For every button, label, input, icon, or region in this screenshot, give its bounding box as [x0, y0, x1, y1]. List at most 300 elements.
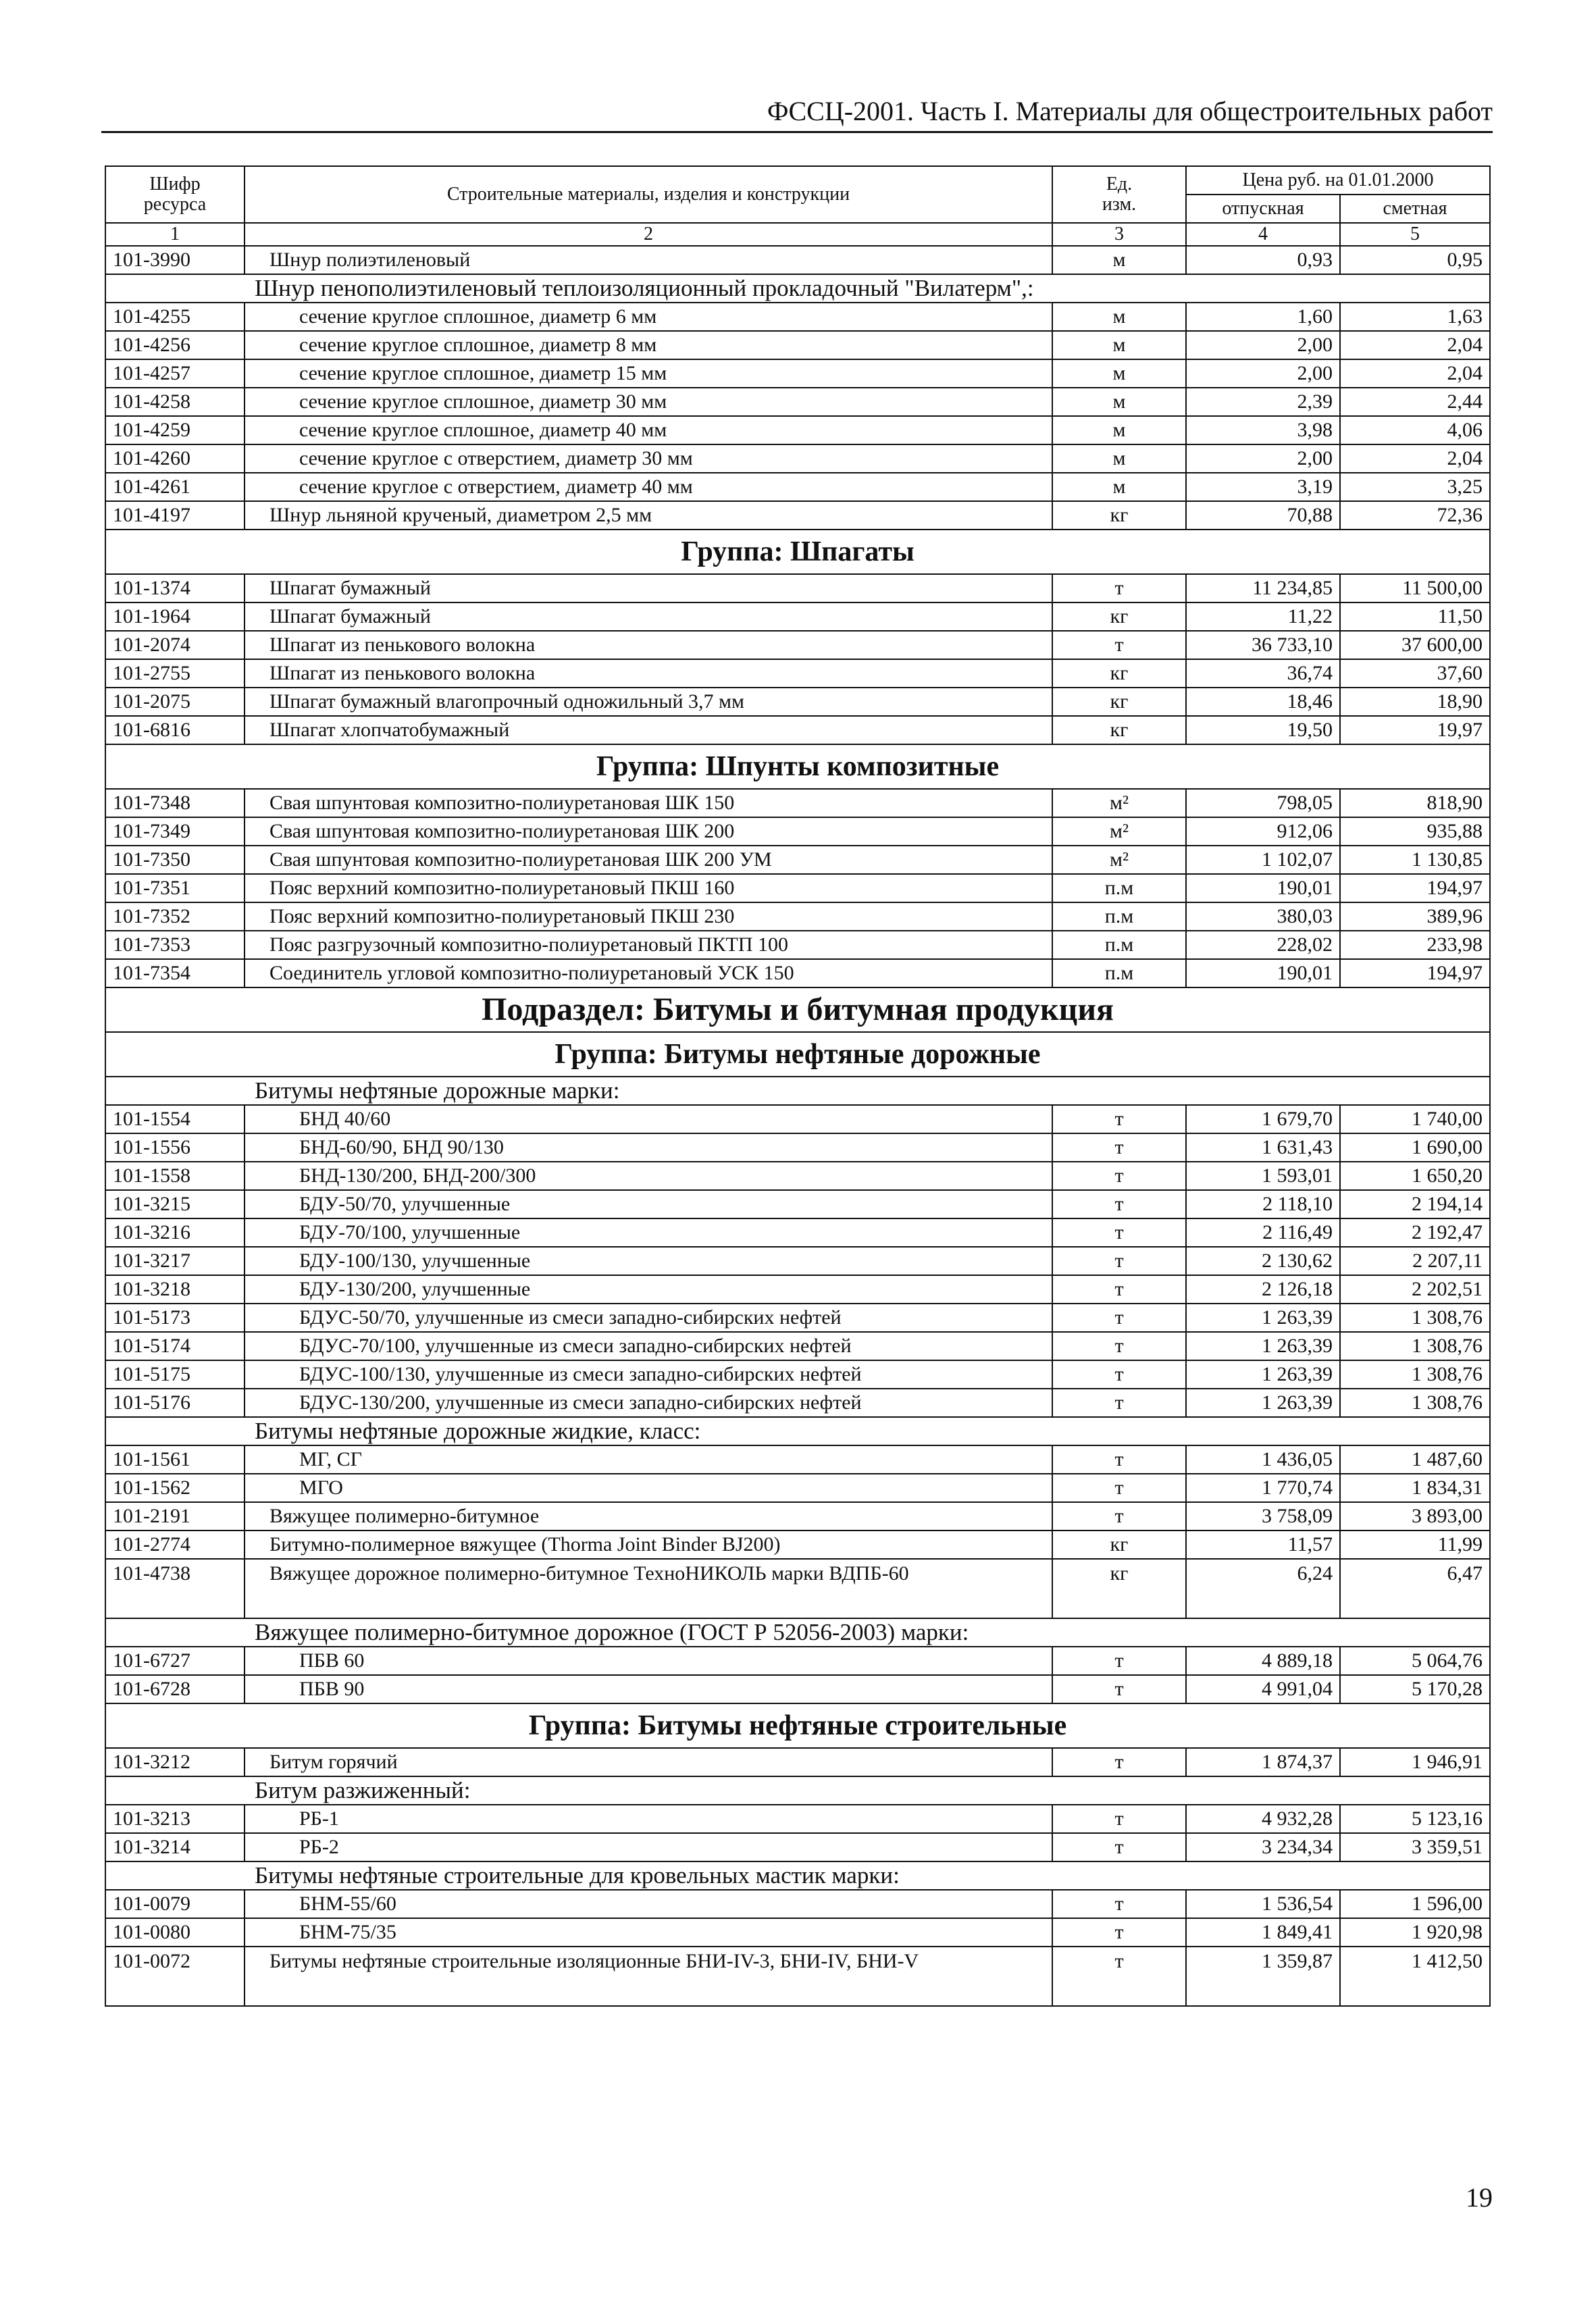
group-heading-row: [105, 530, 1490, 574]
unit-cell: т: [1052, 1275, 1186, 1304]
material-name: БНД-130/200, БНД-200/300: [244, 1162, 1052, 1190]
group-heading-row: [105, 744, 1490, 789]
resource-code: 101-1556: [105, 1133, 244, 1162]
resource-code: 101-4257: [105, 359, 244, 388]
section-heading-row: [105, 987, 1490, 1032]
unit-cell: кг: [1052, 716, 1186, 744]
material-name: сечение круглое сплошное, диаметр 15 мм: [244, 359, 1052, 388]
table-row: [105, 1502, 1490, 1531]
unit-cell: т: [1052, 574, 1186, 602]
resource-code: 101-7352: [105, 902, 244, 931]
table-row: [105, 1890, 1490, 1918]
table-row: [105, 631, 1490, 659]
unit-cell: кг: [1052, 501, 1186, 530]
table-row: [105, 1647, 1490, 1675]
release-price: 3,19: [1186, 473, 1340, 501]
unit-cell: м: [1052, 331, 1186, 359]
material-name: Шнур льняной крученый, диаметром 2,5 мм: [244, 501, 1052, 530]
unit-cell: кг: [1052, 1531, 1186, 1559]
subgroup-caption: Битумы нефтяные дорожные марки:: [105, 1077, 1490, 1105]
unit-cell: т: [1052, 1748, 1186, 1776]
estimate-price: 3 893,00: [1340, 1502, 1490, 1531]
table-row: [105, 574, 1490, 602]
table-row: [105, 1105, 1490, 1133]
table-row: [105, 846, 1490, 874]
estimate-price: 37,60: [1340, 659, 1490, 688]
unit-cell: м: [1052, 444, 1186, 473]
material-name: РБ-1: [244, 1805, 1052, 1833]
unit-cell: т: [1052, 631, 1186, 659]
material-name: ПБВ 90: [244, 1675, 1052, 1703]
release-price: 6,24: [1186, 1559, 1340, 1618]
subgroup-caption-row: [105, 1776, 1490, 1805]
resource-code: 101-4197: [105, 501, 244, 530]
table-row: [105, 659, 1490, 688]
group-heading-row: [105, 1032, 1490, 1077]
unit-cell: т: [1052, 1647, 1186, 1675]
unit-cell: т: [1052, 1332, 1186, 1360]
unit-cell: т: [1052, 1918, 1186, 1947]
release-price: 1 359,87: [1186, 1947, 1340, 2006]
material-name: РБ-2: [244, 1833, 1052, 1861]
unit-cell: т: [1052, 1445, 1186, 1474]
material-name: Шпагат из пенькового волокна: [244, 631, 1052, 659]
material-name: Шпагат из пенькового волокна: [244, 659, 1052, 688]
resource-code: 101-1964: [105, 602, 244, 631]
resource-code: 101-0072: [105, 1947, 244, 2006]
header-code: [105, 166, 244, 223]
unit-cell: т: [1052, 1502, 1186, 1531]
table-row: [105, 1748, 1490, 1776]
resource-code: 101-1554: [105, 1105, 244, 1133]
unit-cell: м: [1052, 359, 1186, 388]
table-row: [105, 416, 1490, 444]
release-price: 11,57: [1186, 1531, 1340, 1559]
unit-cell: кг: [1052, 688, 1186, 716]
release-price: 19,50: [1186, 716, 1340, 744]
table-row: [105, 959, 1490, 987]
material-name: сечение круглое сплошное, диаметр 30 мм: [244, 388, 1052, 416]
resource-code: 101-5175: [105, 1360, 244, 1389]
unit-cell: кг: [1052, 1559, 1186, 1618]
table-row: [105, 473, 1490, 501]
material-name: БДУС-50/70, улучшенные из смеси западно-сибирских нефтей: [244, 1304, 1052, 1332]
table-row: [105, 1247, 1490, 1275]
release-price: 3 758,09: [1186, 1502, 1340, 1531]
material-name: БНМ-75/35: [244, 1918, 1052, 1947]
material-name: сечение круглое сплошное, диаметр 40 мм: [244, 416, 1052, 444]
unit-cell: т: [1052, 1133, 1186, 1162]
material-name: Пояс верхний композитно-полиуретановый ПКШ 160: [244, 874, 1052, 902]
resource-code: 101-2191: [105, 1502, 244, 1531]
estimate-price: 2 194,14: [1340, 1190, 1490, 1218]
unit-cell: т: [1052, 1389, 1186, 1417]
material-name: Вяжущее дорожное полимерно-битумное ТехноНИКОЛЬ марки ВДПБ-60: [244, 1559, 1052, 1618]
release-price: 4 932,28: [1186, 1805, 1340, 1833]
resource-code: 101-3216: [105, 1218, 244, 1247]
group-heading-row: [105, 1703, 1490, 1748]
material-name: ПБВ 60: [244, 1647, 1052, 1675]
material-name: Свая шпунтовая композитно-полиуретановая ШК 200: [244, 817, 1052, 846]
unit-cell: м: [1052, 416, 1186, 444]
column-number: 5: [1340, 223, 1490, 246]
resource-code: 101-7351: [105, 874, 244, 902]
release-price: 1 263,39: [1186, 1332, 1340, 1360]
table-body: [105, 246, 1490, 2006]
release-price: 2 130,62: [1186, 1247, 1340, 1275]
table-row: [105, 1332, 1490, 1360]
subgroup-caption: Битум разжиженный:: [105, 1776, 1490, 1805]
estimate-price: 194,97: [1340, 959, 1490, 987]
release-price: 36 733,10: [1186, 631, 1340, 659]
estimate-price: 1 487,60: [1340, 1445, 1490, 1474]
running-header-text: ФССЦ-2001. Часть I. Материалы для общестроительных работ: [767, 96, 1493, 126]
estimate-price: 1 690,00: [1340, 1133, 1490, 1162]
release-price: 4 991,04: [1186, 1675, 1340, 1703]
release-price: 1 679,70: [1186, 1105, 1340, 1133]
estimate-price: 2,04: [1340, 444, 1490, 473]
unit-cell: п.м: [1052, 931, 1186, 959]
material-name: БДУ-70/100, улучшенные: [244, 1218, 1052, 1247]
material-name: Свая шпунтовая композитно-полиуретановая ШК 150: [244, 789, 1052, 817]
estimate-price: 2,04: [1340, 359, 1490, 388]
table-row: [105, 331, 1490, 359]
material-name: Соединитель угловой композитно-полиуретановый УСК 150: [244, 959, 1052, 987]
resource-code: 101-5176: [105, 1389, 244, 1417]
table-row: [105, 931, 1490, 959]
header-unit-line1: Ед.: [1106, 174, 1133, 195]
release-price: 190,01: [1186, 874, 1340, 902]
resource-code: 101-6816: [105, 716, 244, 744]
resource-code: 101-4738: [105, 1559, 244, 1618]
subgroup-caption: Вяжущее полимерно-битумное дорожное (ГОСТ Р 52056-2003) марки:: [105, 1618, 1490, 1647]
estimate-price: 18,90: [1340, 688, 1490, 716]
material-name: Пояс верхний композитно-полиуретановый ПКШ 230: [244, 902, 1052, 931]
material-name: МГ, СГ: [244, 1445, 1052, 1474]
table-row: [105, 359, 1490, 388]
header-code-line2: ресурса: [143, 194, 207, 215]
estimate-price: 1 920,98: [1340, 1918, 1490, 1947]
estimate-price: 11 500,00: [1340, 574, 1490, 602]
table-row: [105, 688, 1490, 716]
material-name: БДУ-130/200, улучшенные: [244, 1275, 1052, 1304]
estimate-price: 1 946,91: [1340, 1748, 1490, 1776]
table-row: [105, 602, 1490, 631]
estimate-price: 1 834,31: [1340, 1474, 1490, 1502]
column-number: 2: [244, 223, 1052, 246]
section-heading: Подраздел: Битумы и битумная продукция: [105, 987, 1490, 1032]
material-name: БНМ-55/60: [244, 1890, 1052, 1918]
table-row: [105, 1805, 1490, 1833]
release-price: 4 889,18: [1186, 1647, 1340, 1675]
resource-code: 101-0079: [105, 1890, 244, 1918]
resource-code: 101-3990: [105, 246, 244, 274]
resource-code: 101-0080: [105, 1918, 244, 1947]
release-price: 1 874,37: [1186, 1748, 1340, 1776]
estimate-price: 2 202,51: [1340, 1275, 1490, 1304]
resource-code: 101-1558: [105, 1162, 244, 1190]
header-price: Цена руб. на 01.01.2000: [1186, 166, 1490, 195]
material-name: сечение круглое с отверстием, диаметр 40 мм: [244, 473, 1052, 501]
release-price: 2 118,10: [1186, 1190, 1340, 1218]
resource-code: 101-5174: [105, 1332, 244, 1360]
estimate-price: 5 064,76: [1340, 1647, 1490, 1675]
resource-code: 101-4256: [105, 331, 244, 359]
resource-code: 101-2755: [105, 659, 244, 688]
release-price: 11 234,85: [1186, 574, 1340, 602]
unit-cell: т: [1052, 1675, 1186, 1703]
material-name: Вяжущее полимерно-битумное: [244, 1502, 1052, 1531]
estimate-price: 72,36: [1340, 501, 1490, 530]
release-price: 1 536,54: [1186, 1890, 1340, 1918]
material-name: сечение круглое сплошное, диаметр 6 мм: [244, 303, 1052, 331]
estimate-price: 1 412,50: [1340, 1947, 1490, 2006]
release-price: 1 770,74: [1186, 1474, 1340, 1502]
estimate-price: 5 123,16: [1340, 1805, 1490, 1833]
table-row: [105, 1304, 1490, 1332]
estimate-price: 3,25: [1340, 473, 1490, 501]
release-price: 190,01: [1186, 959, 1340, 987]
material-name: БДУ-100/130, улучшенные: [244, 1247, 1052, 1275]
estimate-price: 1 308,76: [1340, 1389, 1490, 1417]
resource-code: 101-4261: [105, 473, 244, 501]
release-price: 2,00: [1186, 359, 1340, 388]
estimate-price: 2 192,47: [1340, 1218, 1490, 1247]
unit-cell: м²: [1052, 789, 1186, 817]
release-price: 2 126,18: [1186, 1275, 1340, 1304]
material-name: БДУС-130/200, улучшенные из смеси западно-сибирских нефтей: [244, 1389, 1052, 1417]
release-price: 380,03: [1186, 902, 1340, 931]
release-price: 70,88: [1186, 501, 1340, 530]
resource-code: 101-1562: [105, 1474, 244, 1502]
unit-cell: т: [1052, 1218, 1186, 1247]
header-unit-line2: изм.: [1102, 194, 1137, 215]
estimate-price: 19,97: [1340, 716, 1490, 744]
resource-code: 101-4260: [105, 444, 244, 473]
estimate-price: 37 600,00: [1340, 631, 1490, 659]
header-release: отпускная: [1186, 195, 1340, 223]
unit-cell: м²: [1052, 846, 1186, 874]
resource-code: 101-2774: [105, 1531, 244, 1559]
release-price: 1 849,41: [1186, 1918, 1340, 1947]
release-price: 2,00: [1186, 444, 1340, 473]
estimate-price: 1 650,20: [1340, 1162, 1490, 1190]
subgroup-caption-row: [105, 1618, 1490, 1647]
resource-code: 101-6728: [105, 1675, 244, 1703]
table-row: [105, 246, 1490, 274]
unit-cell: п.м: [1052, 902, 1186, 931]
estimate-price: 11,99: [1340, 1531, 1490, 1559]
material-name: Шпагат хлопчатобумажный: [244, 716, 1052, 744]
table-row: [105, 1947, 1490, 2006]
resource-code: 101-3217: [105, 1247, 244, 1275]
table-row: [105, 1162, 1490, 1190]
table-row: [105, 716, 1490, 744]
release-price: 18,46: [1186, 688, 1340, 716]
unit-cell: кг: [1052, 659, 1186, 688]
material-name: Шпагат бумажный влагопрочный одножильный 3,7 мм: [244, 688, 1052, 716]
subgroup-caption-row: [105, 1077, 1490, 1105]
estimate-price: 11,50: [1340, 602, 1490, 631]
estimate-price: 3 359,51: [1340, 1833, 1490, 1861]
material-name: Пояс разгрузочный композитно-полиуретановый ПКТП 100: [244, 931, 1052, 959]
unit-cell: т: [1052, 1833, 1186, 1861]
unit-cell: п.м: [1052, 874, 1186, 902]
release-price: 3,98: [1186, 416, 1340, 444]
release-price: 1 102,07: [1186, 846, 1340, 874]
estimate-price: 1 308,76: [1340, 1304, 1490, 1332]
material-name: БДУ-50/70, улучшенные: [244, 1190, 1052, 1218]
header-code-line1: Шифр: [149, 174, 201, 195]
material-name: Битумы нефтяные строительные изоляционные БНИ-IV-3, БНИ-IV, БНИ-V: [244, 1947, 1052, 2006]
subgroup-caption-row: [105, 1417, 1490, 1445]
resource-code: 101-3213: [105, 1805, 244, 1833]
subgroup-caption: Шнур пенополиэтиленовый теплоизоляционный прокладочный "Вилатерм",:: [105, 274, 1490, 303]
unit-cell: т: [1052, 1474, 1186, 1502]
resource-code: 101-5173: [105, 1304, 244, 1332]
estimate-price: 2 207,11: [1340, 1247, 1490, 1275]
unit-cell: кг: [1052, 602, 1186, 631]
table-header: [105, 166, 1490, 246]
header-unit: [1052, 166, 1186, 223]
table-row: [105, 1559, 1490, 1618]
estimate-price: 194,97: [1340, 874, 1490, 902]
table-row: [105, 1474, 1490, 1502]
release-price: 11,22: [1186, 602, 1340, 631]
material-name: БНД 40/60: [244, 1105, 1052, 1133]
table-row: [105, 1445, 1490, 1474]
table-row: [105, 1218, 1490, 1247]
release-price: 228,02: [1186, 931, 1340, 959]
subgroup-caption: Битумы нефтяные строительные для кровельных мастик марки:: [105, 1861, 1490, 1890]
unit-cell: т: [1052, 1890, 1186, 1918]
table-row: [105, 501, 1490, 530]
resource-code: 101-2075: [105, 688, 244, 716]
material-name: БДУС-100/130, улучшенные из смеси западно-сибирских нефтей: [244, 1360, 1052, 1389]
resource-code: 101-7350: [105, 846, 244, 874]
estimate-price: 1,63: [1340, 303, 1490, 331]
unit-cell: т: [1052, 1105, 1186, 1133]
table-row: [105, 1133, 1490, 1162]
release-price: 3 234,34: [1186, 1833, 1340, 1861]
material-name: Шпагат бумажный: [244, 602, 1052, 631]
estimate-price: 1 596,00: [1340, 1890, 1490, 1918]
material-name: сечение круглое с отверстием, диаметр 30 мм: [244, 444, 1052, 473]
estimate-price: 935,88: [1340, 817, 1490, 846]
estimate-price: 1 740,00: [1340, 1105, 1490, 1133]
release-price: 1 263,39: [1186, 1304, 1340, 1332]
group-heading: Группа: Шпунты композитные: [105, 744, 1490, 789]
unit-cell: м: [1052, 473, 1186, 501]
column-number: 1: [105, 223, 244, 246]
resource-code: 101-4259: [105, 416, 244, 444]
release-price: 1 631,43: [1186, 1133, 1340, 1162]
estimate-price: 1 308,76: [1340, 1360, 1490, 1389]
resource-code: 101-3215: [105, 1190, 244, 1218]
header-name: Строительные материалы, изделия и конструкции: [244, 166, 1052, 223]
unit-cell: м: [1052, 246, 1186, 274]
release-price: 798,05: [1186, 789, 1340, 817]
unit-cell: п.м: [1052, 959, 1186, 987]
estimate-price: 818,90: [1340, 789, 1490, 817]
material-name: Шпагат бумажный: [244, 574, 1052, 602]
resource-code: 101-7353: [105, 931, 244, 959]
estimate-price: 1 130,85: [1340, 846, 1490, 874]
unit-cell: м: [1052, 388, 1186, 416]
estimate-price: 233,98: [1340, 931, 1490, 959]
unit-cell: м: [1052, 303, 1186, 331]
table-row: [105, 388, 1490, 416]
running-header: [101, 92, 1493, 133]
release-price: 1 263,39: [1186, 1360, 1340, 1389]
resource-code: 101-7348: [105, 789, 244, 817]
table-row: [105, 874, 1490, 902]
table-row: [105, 1675, 1490, 1703]
estimate-price: 389,96: [1340, 902, 1490, 931]
release-price: 1,60: [1186, 303, 1340, 331]
resource-code: 101-4255: [105, 303, 244, 331]
release-price: 1 263,39: [1186, 1389, 1340, 1417]
resource-code: 101-7354: [105, 959, 244, 987]
table-row: [105, 1531, 1490, 1559]
group-heading: Группа: Битумы нефтяные дорожные: [105, 1032, 1490, 1077]
table-row: [105, 1275, 1490, 1304]
release-price: 1 593,01: [1186, 1162, 1340, 1190]
release-price: 2,00: [1186, 331, 1340, 359]
estimate-price: 0,95: [1340, 246, 1490, 274]
material-name: МГО: [244, 1474, 1052, 1502]
estimate-price: 1 308,76: [1340, 1332, 1490, 1360]
table-row: [105, 817, 1490, 846]
group-heading: Группа: Шпагаты: [105, 530, 1490, 574]
group-heading: Группа: Битумы нефтяные строительные: [105, 1703, 1490, 1748]
unit-cell: т: [1052, 1190, 1186, 1218]
column-number: 3: [1052, 223, 1186, 246]
resource-code: 101-3212: [105, 1748, 244, 1776]
column-number: 4: [1186, 223, 1340, 246]
header-estimate: сметная: [1340, 195, 1490, 223]
table-row: [105, 789, 1490, 817]
table-row: [105, 1360, 1490, 1389]
unit-cell: т: [1052, 1247, 1186, 1275]
subgroup-caption-row: [105, 274, 1490, 303]
release-price: 1 436,05: [1186, 1445, 1340, 1474]
material-name: Свая шпунтовая композитно-полиуретановая ШК 200 УМ: [244, 846, 1052, 874]
material-name: БНД-60/90, БНД 90/130: [244, 1133, 1052, 1162]
unit-cell: т: [1052, 1162, 1186, 1190]
subgroup-caption-row: [105, 1861, 1490, 1890]
resource-code: 101-6727: [105, 1647, 244, 1675]
table-row: [105, 902, 1490, 931]
estimate-price: 5 170,28: [1340, 1675, 1490, 1703]
page-number: 19: [1466, 2182, 1493, 2213]
unit-cell: м²: [1052, 817, 1186, 846]
table-row: [105, 444, 1490, 473]
estimate-price: 2,04: [1340, 331, 1490, 359]
material-name: Битумно-полимерное вяжущее (Thorma Joint Binder BJ200): [244, 1531, 1052, 1559]
table-row: [105, 1190, 1490, 1218]
table-row: [105, 1389, 1490, 1417]
unit-cell: т: [1052, 1304, 1186, 1332]
material-name: БДУС-70/100, улучшенные из смеси западно-сибирских нефтей: [244, 1332, 1052, 1360]
release-price: 36,74: [1186, 659, 1340, 688]
estimate-price: 6,47: [1340, 1559, 1490, 1618]
table-row: [105, 303, 1490, 331]
resource-code: 101-3218: [105, 1275, 244, 1304]
release-price: 912,06: [1186, 817, 1340, 846]
resource-code: 101-1561: [105, 1445, 244, 1474]
resource-code: 101-4258: [105, 388, 244, 416]
